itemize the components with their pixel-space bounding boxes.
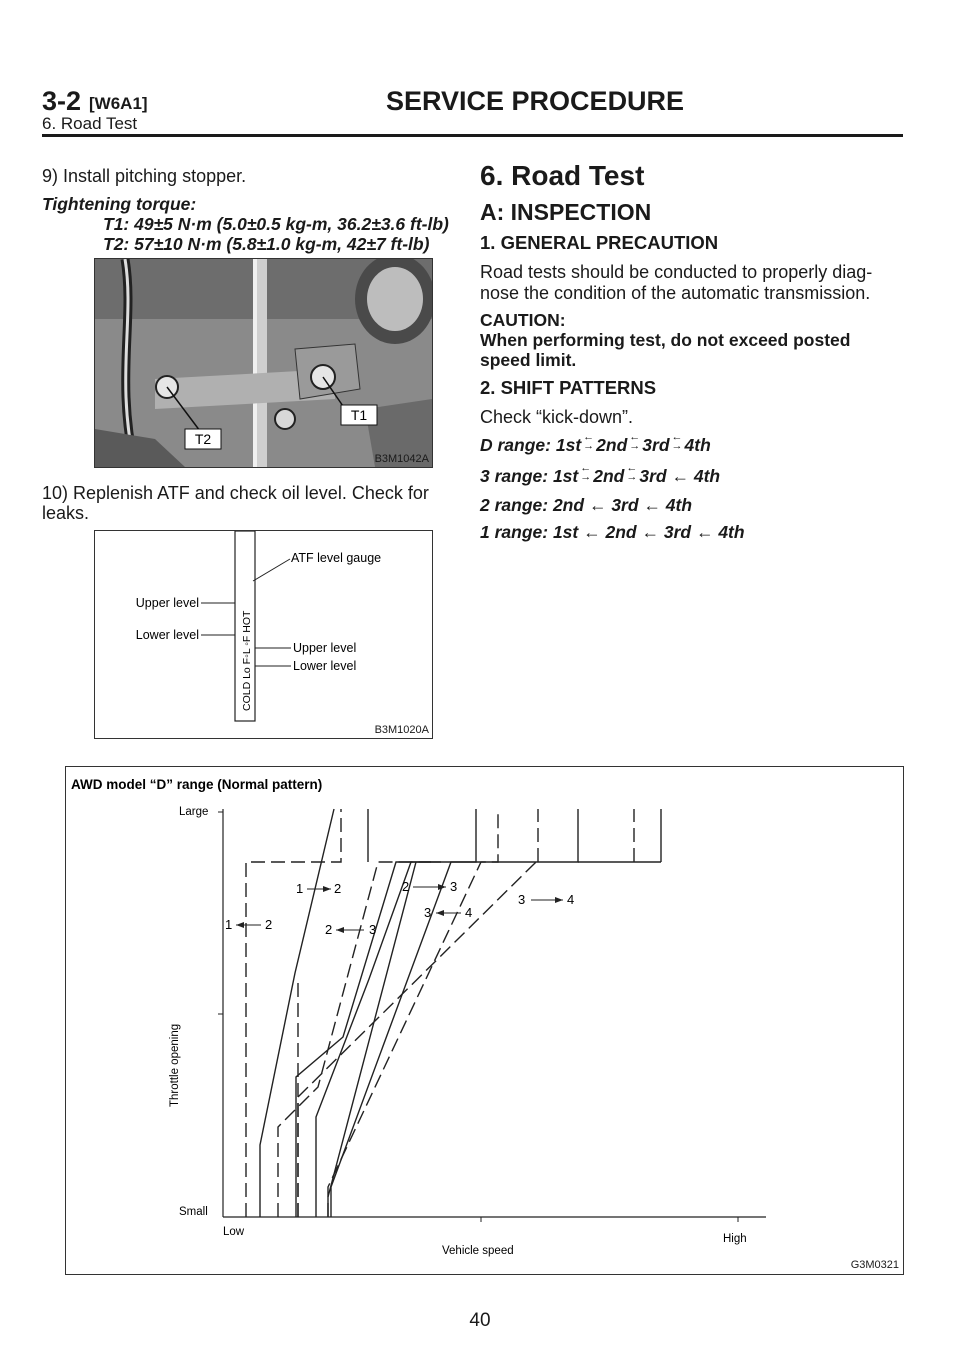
label-12-b: 2	[334, 881, 342, 896]
heading-shift-patterns: 2. SHIFT PATTERNS	[480, 377, 657, 398]
range-d: D range: 1st ← → 2nd ← → 3rd ← → 4th	[480, 431, 711, 455]
label-up12-a: 1	[225, 917, 233, 932]
page-title: SERVICE PROCEDURE	[386, 86, 685, 116]
shift-pattern-chart	[66, 767, 903, 1274]
figure-pitching-stopper	[94, 258, 433, 468]
range-2: 2 range: 2nd ← 3rd ← 4th	[480, 495, 693, 515]
label-12-a: 1	[296, 881, 304, 896]
label-23-dn-b: 3	[369, 922, 377, 937]
caution-label: CAUTION:	[480, 310, 566, 330]
heading-general-precaution: 1. GENERAL PRECAUTION	[480, 232, 719, 253]
upshift-line-3-4-high	[331, 809, 578, 1217]
range-3: 3 range: 1st ← → 2nd ← → 3rd ← 4th	[480, 462, 721, 486]
upper-level-left: Upper level	[135, 596, 199, 610]
label-23-up-a: 2	[402, 879, 410, 894]
x-right-label: High	[723, 1233, 747, 1245]
y-axis-label: Throttle opening	[169, 1023, 181, 1107]
subsection-heading: A: INSPECTION	[480, 199, 652, 225]
step-9: 9) Install pitching stopper.	[42, 166, 247, 186]
caution-line2: speed limit.	[480, 350, 577, 370]
label-34-up-a: 3	[518, 892, 526, 907]
torque-label: Tightening torque:	[42, 194, 197, 214]
lower-level-right: Lower level	[293, 659, 357, 673]
fig1-t2-label: T2	[194, 431, 212, 447]
atf-gauge-diagram	[95, 531, 432, 738]
section-heading: 6. Road Test	[480, 160, 645, 191]
label-34-dn-a: 3	[424, 905, 432, 920]
range-1: 1 range: 1st ← 2nd ← 3rd ← 4th	[480, 522, 745, 542]
downshift-line-2-3	[278, 862, 431, 1217]
figure-code: G3M0321	[850, 1259, 899, 1271]
step-10-line2: leaks.	[42, 503, 90, 523]
pitching-stopper-photo	[95, 259, 432, 467]
torque-t1: T1: 49±5 N·m (5.0±0.5 kg-m, 36.2±3.6 ft-lb)	[103, 214, 449, 234]
upshift-line-3-4	[316, 862, 441, 1217]
page-number: 40	[469, 1310, 491, 1331]
upshift-line-2-3	[296, 809, 476, 1217]
label-34-up-b: 4	[567, 892, 575, 907]
label-23-up-b: 3	[450, 879, 458, 894]
header-rule	[42, 134, 903, 137]
kick-down-text: Check “kick-down”.	[480, 407, 634, 427]
y-bottom-label: Small	[179, 1206, 208, 1218]
downshift-line-3-4	[328, 809, 498, 1217]
label-up12-b: 2	[265, 917, 273, 932]
caution-line1: When performing test, do not exceed posted	[480, 330, 851, 350]
figure-atf-gauge	[94, 530, 433, 739]
fig1-t1-label: T1	[350, 407, 368, 423]
label-23-dn-a: 2	[325, 922, 333, 937]
chart-title: AWD model “D” range (Normal pattern)	[71, 777, 323, 792]
y-top-label: Large	[179, 806, 209, 818]
gauge-label: ATF level gauge	[291, 551, 382, 565]
figure-shift-pattern-chart	[65, 766, 904, 1275]
x-left-label: Low	[223, 1226, 245, 1238]
page-subtitle: 6. Road Test	[42, 114, 138, 133]
label-34-dn-b: 4	[465, 905, 473, 920]
figure-code: B3M1020A	[374, 724, 429, 736]
figure-code: B3M1042A	[374, 453, 429, 465]
section-code: [W6A1]	[89, 94, 148, 113]
upshift-line-1-2	[260, 809, 334, 1217]
torque-t2: T2: 57±10 N·m (5.8±1.0 kg-m, 42±7 ft-lb)	[103, 234, 430, 254]
gauge-stick-text: COLD Lo F◦L ◦F HOT	[241, 610, 253, 711]
step-10-line1: 10) Replenish ATF and check oil level. Check for	[42, 483, 429, 503]
paragraph-line1: Road tests should be conducted to properly diag-	[480, 262, 873, 282]
lower-level-left: Lower level	[135, 628, 199, 642]
section-number: 3-2	[42, 86, 82, 116]
upper-level-right: Upper level	[293, 641, 357, 655]
x-axis-label: Vehicle speed	[442, 1245, 514, 1257]
paragraph-line2: nose the condition of the automatic transmission.	[480, 283, 871, 303]
